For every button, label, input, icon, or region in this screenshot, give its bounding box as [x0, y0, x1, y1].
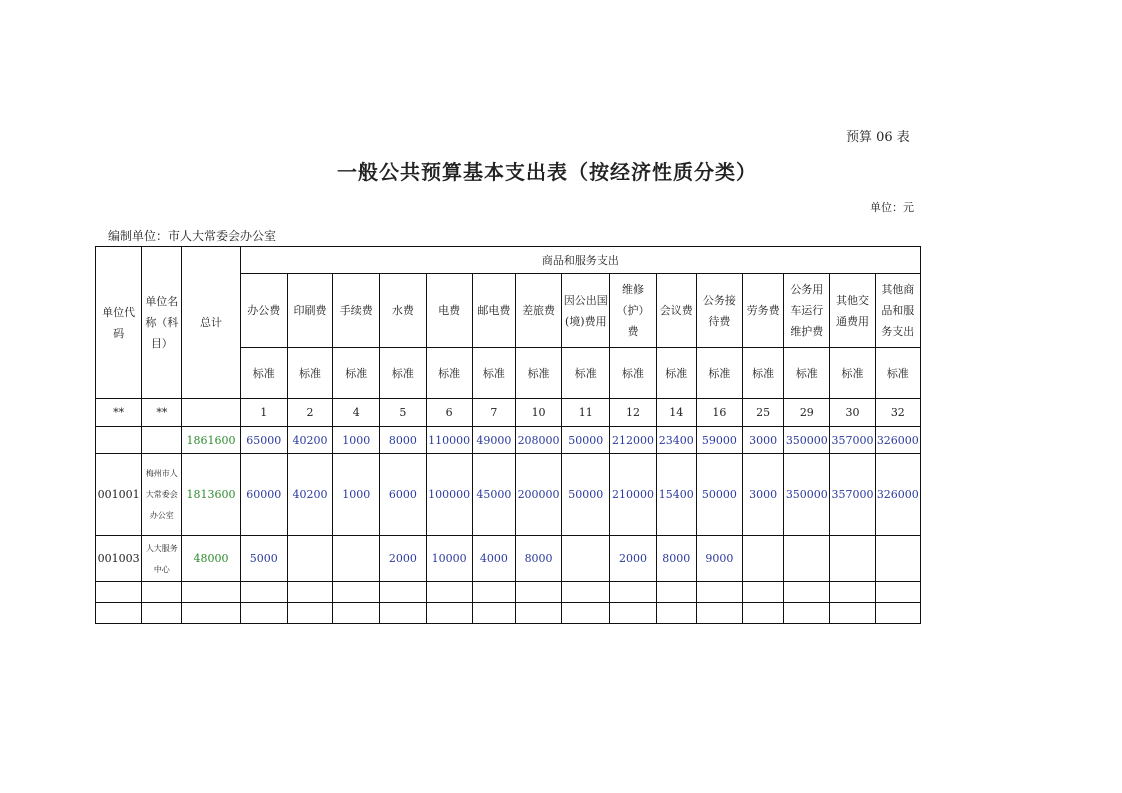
item-name: 手续费	[333, 274, 380, 348]
item-name: 差旅费	[515, 274, 561, 348]
row-total: 1813600	[182, 454, 240, 536]
index-code: **	[96, 399, 142, 427]
item-standard: 标准	[472, 348, 515, 399]
item-name: 印刷费	[287, 274, 332, 348]
item-standard: 标准	[830, 348, 875, 399]
row-value: 8000	[656, 536, 696, 582]
index-name: **	[142, 399, 182, 427]
column-index: 12	[610, 399, 656, 427]
row-value: 15400	[656, 454, 696, 536]
row-value: 212000	[610, 427, 656, 454]
row-code: 001003	[96, 536, 142, 582]
table-row	[96, 454, 921, 536]
header-unit-name: 单位名称（科目）	[142, 247, 182, 399]
column-index: 32	[875, 399, 920, 427]
column-index: 30	[830, 399, 875, 427]
column-index: 14	[656, 399, 696, 427]
item-name: 公务接待费	[696, 274, 742, 348]
column-index: 25	[743, 399, 784, 427]
item-standard: 标准	[426, 348, 472, 399]
row-value	[743, 536, 784, 582]
row-value: 6000	[380, 454, 426, 536]
item-name: 邮电费	[472, 274, 515, 348]
table-row	[96, 536, 921, 582]
row-value: 23400	[656, 427, 696, 454]
row-value: 208000	[515, 427, 561, 454]
item-name: 公务用车运行维护费	[784, 274, 830, 348]
item-standard: 标准	[875, 348, 920, 399]
row-name: 梅州市人大常委会办公室	[142, 454, 182, 536]
index-total	[182, 399, 240, 427]
row-value: 60000	[240, 454, 287, 536]
item-name: 会议费	[656, 274, 696, 348]
row-value: 50000	[562, 427, 610, 454]
budget-table	[95, 246, 921, 624]
row-value	[287, 536, 332, 582]
form-code: 预算 06 表	[846, 130, 910, 145]
row-value: 326000	[875, 427, 920, 454]
row-value: 65000	[240, 427, 287, 454]
row-value: 3000	[743, 454, 784, 536]
item-name: 劳务费	[743, 274, 784, 348]
row-value: 100000	[426, 454, 472, 536]
row-value: 4000	[472, 536, 515, 582]
column-index: 6	[426, 399, 472, 427]
row-value: 9000	[696, 536, 742, 582]
item-name: 水费	[380, 274, 426, 348]
row-value	[875, 536, 920, 582]
row-value: 210000	[610, 454, 656, 536]
column-index: 11	[562, 399, 610, 427]
empty-row	[96, 603, 921, 624]
table-row	[96, 427, 921, 454]
column-index: 5	[380, 399, 426, 427]
row-code	[96, 427, 142, 454]
row-value: 59000	[696, 427, 742, 454]
header-unit-code: 单位代码	[96, 247, 142, 399]
column-index: 2	[287, 399, 332, 427]
row-value: 2000	[610, 536, 656, 582]
item-name: 办公费	[240, 274, 287, 348]
document-title: 一般公共预算基本支出表（按经济性质分类）	[337, 160, 757, 184]
item-standard: 标准	[610, 348, 656, 399]
row-total: 48000	[182, 536, 240, 582]
column-index: 16	[696, 399, 742, 427]
row-value: 5000	[240, 536, 287, 582]
header-total: 总计	[182, 247, 240, 399]
row-value: 3000	[743, 427, 784, 454]
item-standard: 标准	[287, 348, 332, 399]
row-value	[562, 536, 610, 582]
organization-label: 编制单位：市人大常委会办公室	[108, 229, 277, 243]
row-value: 40200	[287, 427, 332, 454]
row-value: 200000	[515, 454, 561, 536]
row-value: 45000	[472, 454, 515, 536]
row-value: 8000	[380, 427, 426, 454]
row-value: 110000	[426, 427, 472, 454]
column-index: 7	[472, 399, 515, 427]
item-standard: 标准	[743, 348, 784, 399]
row-value	[784, 536, 830, 582]
row-total: 1861600	[182, 427, 240, 454]
row-name: 人大服务中心	[142, 536, 182, 582]
item-standard: 标准	[240, 348, 287, 399]
item-standard: 标准	[515, 348, 561, 399]
item-name: 因公出国(境)费用	[562, 274, 610, 348]
item-standard: 标准	[696, 348, 742, 399]
unit-label: 单位：元	[870, 201, 914, 214]
item-standard: 标准	[333, 348, 380, 399]
item-name: 其他交通费用	[830, 274, 875, 348]
row-value	[333, 536, 380, 582]
column-index: 29	[784, 399, 830, 427]
row-value: 49000	[472, 427, 515, 454]
empty-row	[96, 582, 921, 603]
row-value: 326000	[875, 454, 920, 536]
row-value: 2000	[380, 536, 426, 582]
row-value: 350000	[784, 454, 830, 536]
header-goods-services: 商品和服务支出	[240, 247, 920, 274]
row-value: 40200	[287, 454, 332, 536]
column-index: 4	[333, 399, 380, 427]
row-value: 50000	[562, 454, 610, 536]
row-value: 1000	[333, 427, 380, 454]
column-index: 10	[515, 399, 561, 427]
item-standard: 标准	[656, 348, 696, 399]
row-value: 8000	[515, 536, 561, 582]
row-value: 357000	[830, 427, 875, 454]
item-name: 其他商品和服务支出	[875, 274, 920, 348]
item-standard: 标准	[784, 348, 830, 399]
item-name: 电费	[426, 274, 472, 348]
column-index: 1	[240, 399, 287, 427]
row-value: 350000	[784, 427, 830, 454]
item-standard: 标准	[562, 348, 610, 399]
item-name: 维修（护）费	[610, 274, 656, 348]
row-value: 1000	[333, 454, 380, 536]
row-code: 001001	[96, 454, 142, 536]
row-value: 357000	[830, 454, 875, 536]
item-standard: 标准	[380, 348, 426, 399]
row-value: 50000	[696, 454, 742, 536]
row-value	[830, 536, 875, 582]
row-name	[142, 427, 182, 454]
row-value: 10000	[426, 536, 472, 582]
